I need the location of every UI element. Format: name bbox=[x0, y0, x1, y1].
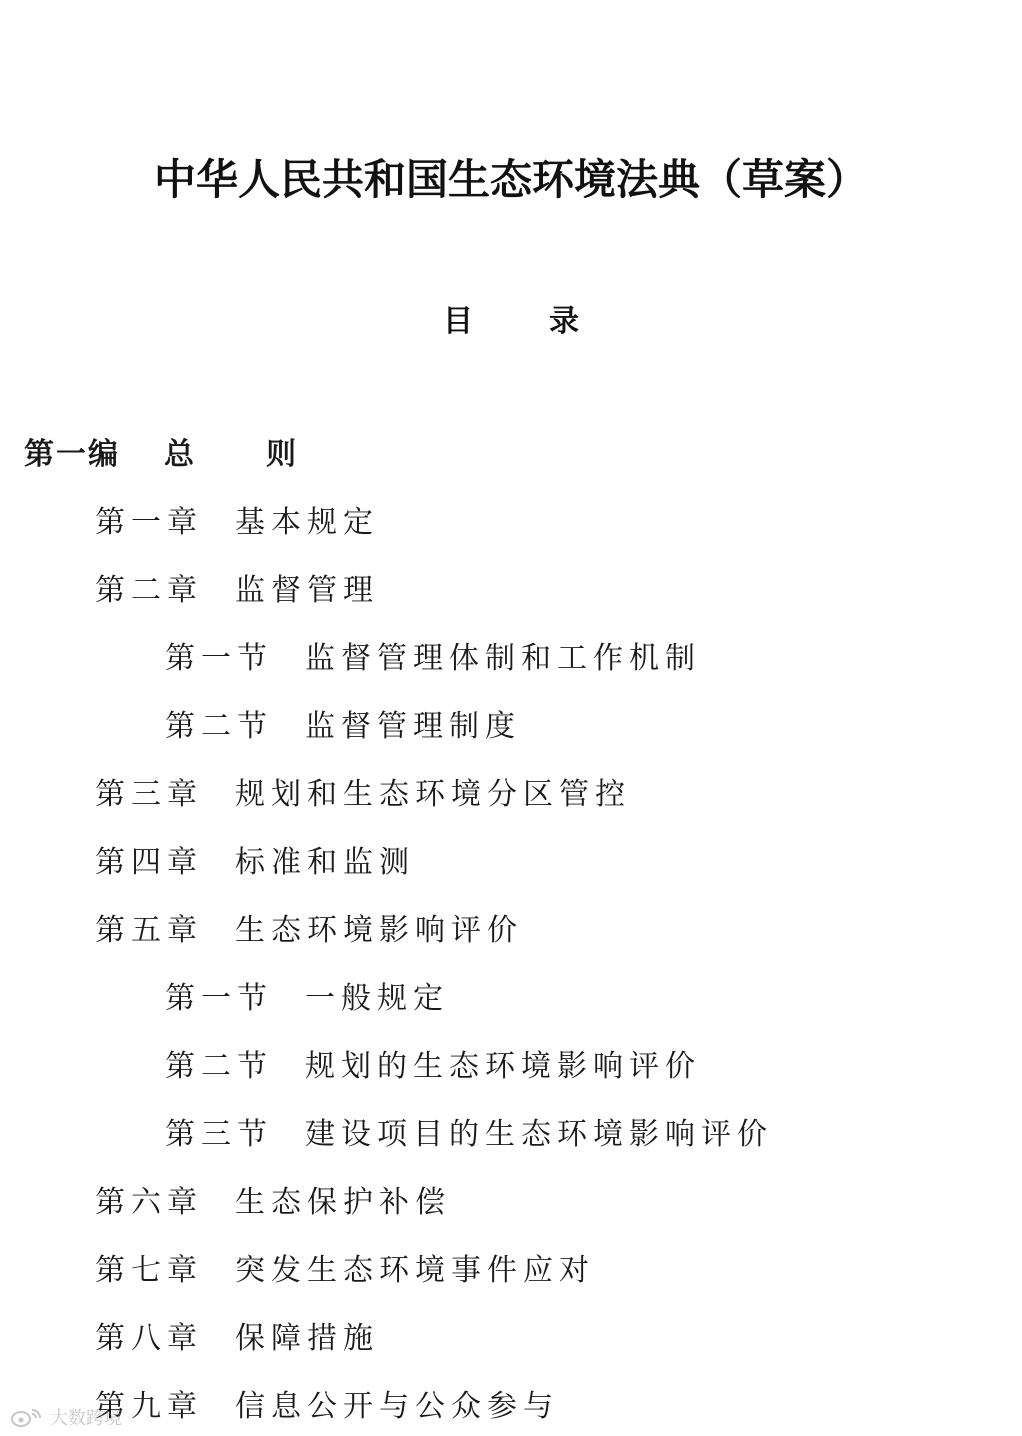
toc-chapter-6[interactable] bbox=[95, 1178, 451, 1228]
toc-item-number: 第八章 bbox=[95, 1321, 203, 1356]
toc-item-title: 生态保护补偿 bbox=[235, 1185, 451, 1220]
toc-heading bbox=[0, 300, 1022, 344]
toc-item-title: 监督管理 bbox=[235, 573, 379, 608]
toc-item-title: 生态环境影响评价 bbox=[235, 913, 523, 948]
toc-item-number: 第三节 bbox=[165, 1117, 273, 1152]
toc-section-5-2[interactable] bbox=[165, 1042, 701, 1092]
toc-heading-char-2: 录 bbox=[549, 304, 579, 339]
toc-item-number: 第一编 bbox=[24, 437, 120, 472]
toc-item-title: 突发生态环境事件应对 bbox=[235, 1253, 595, 1288]
toc-part-1[interactable] bbox=[24, 430, 368, 480]
toc-item-title: 保障措施 bbox=[235, 1321, 379, 1356]
toc-item-title: 建设项目的生态环境影响评价 bbox=[305, 1117, 773, 1152]
toc-item-number: 第二节 bbox=[165, 1049, 273, 1084]
toc-item-number: 第四章 bbox=[95, 845, 203, 880]
toc-item-title: 标准和监测 bbox=[235, 845, 415, 880]
toc-item-title: 规划的生态环境影响评价 bbox=[305, 1049, 701, 1084]
toc-item-title: 监督管理制度 bbox=[305, 709, 521, 744]
toc-chapter-5[interactable] bbox=[95, 906, 523, 956]
toc-item-title: 规划和生态环境分区管控 bbox=[235, 777, 631, 812]
toc-item-number: 第一节 bbox=[165, 641, 273, 676]
toc-item-number: 第七章 bbox=[95, 1253, 203, 1288]
toc-item-number: 第九章 bbox=[95, 1389, 203, 1424]
toc-chapter-7[interactable] bbox=[95, 1246, 595, 1296]
toc-section-5-3[interactable] bbox=[165, 1110, 773, 1160]
toc-chapter-8[interactable] bbox=[95, 1314, 379, 1364]
toc-item-title: 一般规定 bbox=[305, 981, 449, 1016]
toc-chapter-4[interactable] bbox=[95, 838, 415, 888]
toc-item-number: 第五章 bbox=[95, 913, 203, 948]
toc-item-number: 第二章 bbox=[95, 573, 203, 608]
toc-heading-char-1: 目 bbox=[443, 304, 473, 339]
toc-item-number: 第三章 bbox=[95, 777, 203, 812]
toc-chapter-1[interactable] bbox=[95, 498, 379, 548]
watermark bbox=[10, 1404, 122, 1430]
toc-item-title: 总则 bbox=[164, 437, 368, 472]
watermark-text: 大数跨境 bbox=[50, 1408, 122, 1429]
toc-item-number: 第二节 bbox=[165, 709, 273, 744]
weibo-logo-icon bbox=[10, 1406, 44, 1428]
document-title: 中华人民共和国生态环境法典（草案） bbox=[153, 155, 868, 204]
toc-item-title: 信息公开与公众参与 bbox=[235, 1389, 559, 1424]
toc-item-title: 基本规定 bbox=[235, 505, 379, 540]
toc-section-5-1[interactable] bbox=[165, 974, 449, 1024]
toc-chapter-2[interactable] bbox=[95, 566, 379, 616]
toc-item-number: 第六章 bbox=[95, 1185, 203, 1220]
toc-chapter-9[interactable] bbox=[95, 1382, 559, 1432]
toc-item-number: 第一章 bbox=[95, 505, 203, 540]
toc-section-2-2[interactable] bbox=[165, 702, 521, 752]
toc-chapter-3[interactable] bbox=[95, 770, 631, 820]
toc-item-number: 第一节 bbox=[165, 981, 273, 1016]
toc-item-title: 监督管理体制和工作机制 bbox=[305, 641, 701, 676]
toc-section-2-1[interactable] bbox=[165, 634, 701, 684]
